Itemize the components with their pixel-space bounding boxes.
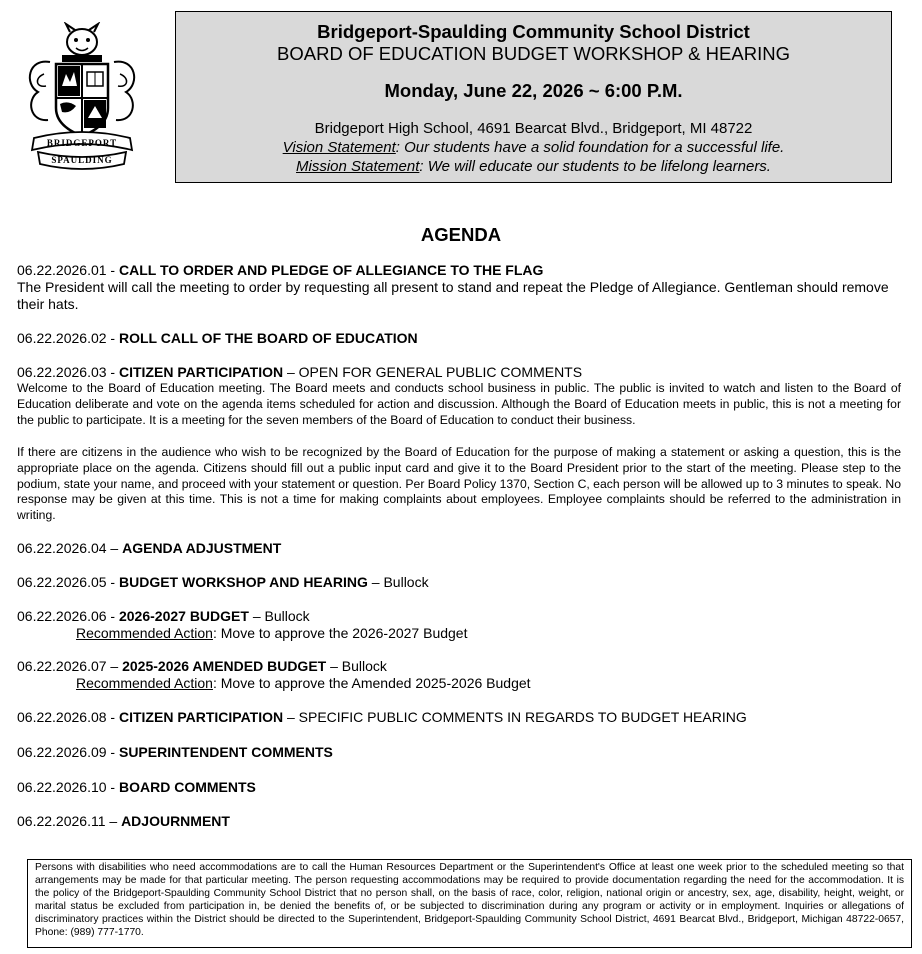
header-box <box>175 11 892 183</box>
district-name: Bridgeport-Spaulding Community School District <box>317 21 750 42</box>
recommended-action-label: Recommended Action <box>76 675 213 691</box>
item-title: CITIZEN PARTICIPATION <box>118 709 284 725</box>
recommended-action-label: Recommended Action <box>76 625 213 641</box>
crest-banner-bottom: SPAULDING <box>51 155 113 165</box>
agenda-item-04 <box>17 540 897 557</box>
agenda-item-08 <box>17 709 897 726</box>
agenda-item-09 <box>17 744 897 761</box>
agenda-item-10 <box>17 779 897 796</box>
item-title: 2025-2026 AMENDED BUDGET <box>122 658 327 674</box>
agenda-item-07 <box>17 658 897 675</box>
item-number: 06.22.2026.08 - <box>17 709 119 725</box>
item-title: BOARD COMMENTS <box>118 779 256 795</box>
agenda-item-11 <box>17 813 897 830</box>
citizen-participation-paragraph-2: If there are citizens in the audience who wish to be recognized by the Board of Education for the purpose of making a statement or asking a question, this is the appropriate place on the agenda. Citizens should fill out a public input card and give it to the Board President prior to the start of the meeting. Please step to the podium, state your name, and proceed with your statement or question. Per Board Policy 1370, Section C, each person will be allowed up to 3 minutes to speak. No response may be given at this time. This is not a time for making complaints about employees. Employee complaints should be referred to the administration in writing. <box>17 445 901 523</box>
item-number: 06.22.2026.06 - <box>17 608 119 624</box>
item-number: 06.22.2026.11 – <box>17 813 122 829</box>
mission-text: : We will educate our students to be lifelong learners. <box>419 158 771 175</box>
item-title: CALL TO ORDER AND PLEDGE OF ALLEGIANCE TO THE FLAG <box>118 262 544 278</box>
item-title: 2026-2027 BUDGET <box>118 608 249 624</box>
accommodations-notice: Persons with disabilities who need accommodations are to call the Human Resources Department or the Superintendent's Office at least one week prior to the scheduled meeting so that arrangements may be made for that particular meeting. The person requesting accommodations may be required to provide documentation regarding the need for the accommodation. It is the policy of the Bridgeport-Spaulding Community School District that no person shall, on the basis of race, color, religion, national origin or ancestry, sex, age, disability, height, weight, or marital status be excluded from participation in, be denied the benefits of, or be subjected to discrimination during any program or activity or in employment. Inquiries or allegations of discriminatory practices within the District should be directed to the Superintendent, Bridgeport-Spaulding Community School District, 4691 Bearcat Blvd., Bridgeport, Michigan 48722-0657, Phone: (989) 777-1770. <box>27 859 912 948</box>
item-number: 06.22.2026.03 - <box>17 364 119 380</box>
agenda-item-05 <box>17 574 897 591</box>
agenda-item-03 <box>17 364 897 381</box>
meeting-address: Bridgeport High School, 4691 Bearcat Blvd., Bridgeport, MI 48722 <box>314 120 753 137</box>
item-number: 06.22.2026.04 – <box>17 540 123 556</box>
item-suffix: – Bullock <box>248 608 310 624</box>
item-suffix: – Bullock <box>367 574 429 590</box>
vision-label: Vision Statement <box>282 139 396 156</box>
agenda-title: AGENDA <box>420 224 502 245</box>
citizen-participation-paragraph-1: Welcome to the Board of Education meeting. The Board meets and conducts school business in public. The public is invited to watch and listen to the Board of Education deliberate and vote on the agenda items scheduled for action and discussion. Although the Board of Education meets in public, this is not a meeting for the public to participate. It is a meeting for the seven members of the Board of Education to conduct their business. <box>17 381 901 427</box>
item-title: AGENDA ADJUSTMENT <box>122 540 282 556</box>
item-number: 06.22.2026.09 - <box>17 744 119 760</box>
item-suffix: – SPECIFIC PUBLIC COMMENTS IN REGARDS TO BUDGET HEARING <box>283 709 747 725</box>
item-title: BUDGET WORKSHOP AND HEARING <box>118 574 368 590</box>
meeting-title: BOARD OF EDUCATION BUDGET WORKSHOP & HEARING <box>277 43 790 64</box>
recommended-action-text: : Move to approve the Amended 2025-2026 Budget <box>212 675 531 691</box>
item-title: SUPERINTENDENT COMMENTS <box>118 744 333 760</box>
vision-text: : Our students have a solid foundation for a successful life. <box>395 139 785 156</box>
agenda-item-01 <box>17 262 897 279</box>
meeting-date: Monday, June 22, 2026 ~ 6:00 P.M. <box>384 80 683 101</box>
mission-statement <box>176 157 891 176</box>
recommended-action-text: : Move to approve the 2026-2027 Budget <box>212 625 468 641</box>
mission-label: Mission Statement <box>296 158 420 175</box>
item-number: 06.22.2026.07 – <box>17 658 123 674</box>
recommended-action-06 <box>76 625 467 642</box>
agenda-item-02 <box>17 330 897 347</box>
vision-statement <box>176 138 891 157</box>
item-title: ADJOURNMENT <box>121 813 230 829</box>
agenda-item-06 <box>17 608 897 625</box>
district-crest-logo <box>20 22 144 170</box>
item-number: 06.22.2026.10 - <box>17 779 119 795</box>
item-title: ROLL CALL OF THE BOARD OF EDUCATION <box>118 330 418 346</box>
item-number: 06.22.2026.05 - <box>17 574 119 590</box>
item-title: CITIZEN PARTICIPATION <box>118 364 284 380</box>
crest-banner-top: BRIDGEPORT <box>46 138 118 148</box>
item-01-description: The President will call the meeting to order by requesting all present to stand and repeat the Pledge of Allegiance. Gentleman should remove their hats. <box>17 279 889 312</box>
item-number: 06.22.2026.02 - <box>17 330 119 346</box>
item-suffix: – Bullock <box>326 658 387 674</box>
recommended-action-07 <box>76 675 531 692</box>
item-suffix: – OPEN FOR GENERAL PUBLIC COMMENTS <box>283 364 583 380</box>
item-number: 06.22.2026.01 - <box>17 262 119 278</box>
